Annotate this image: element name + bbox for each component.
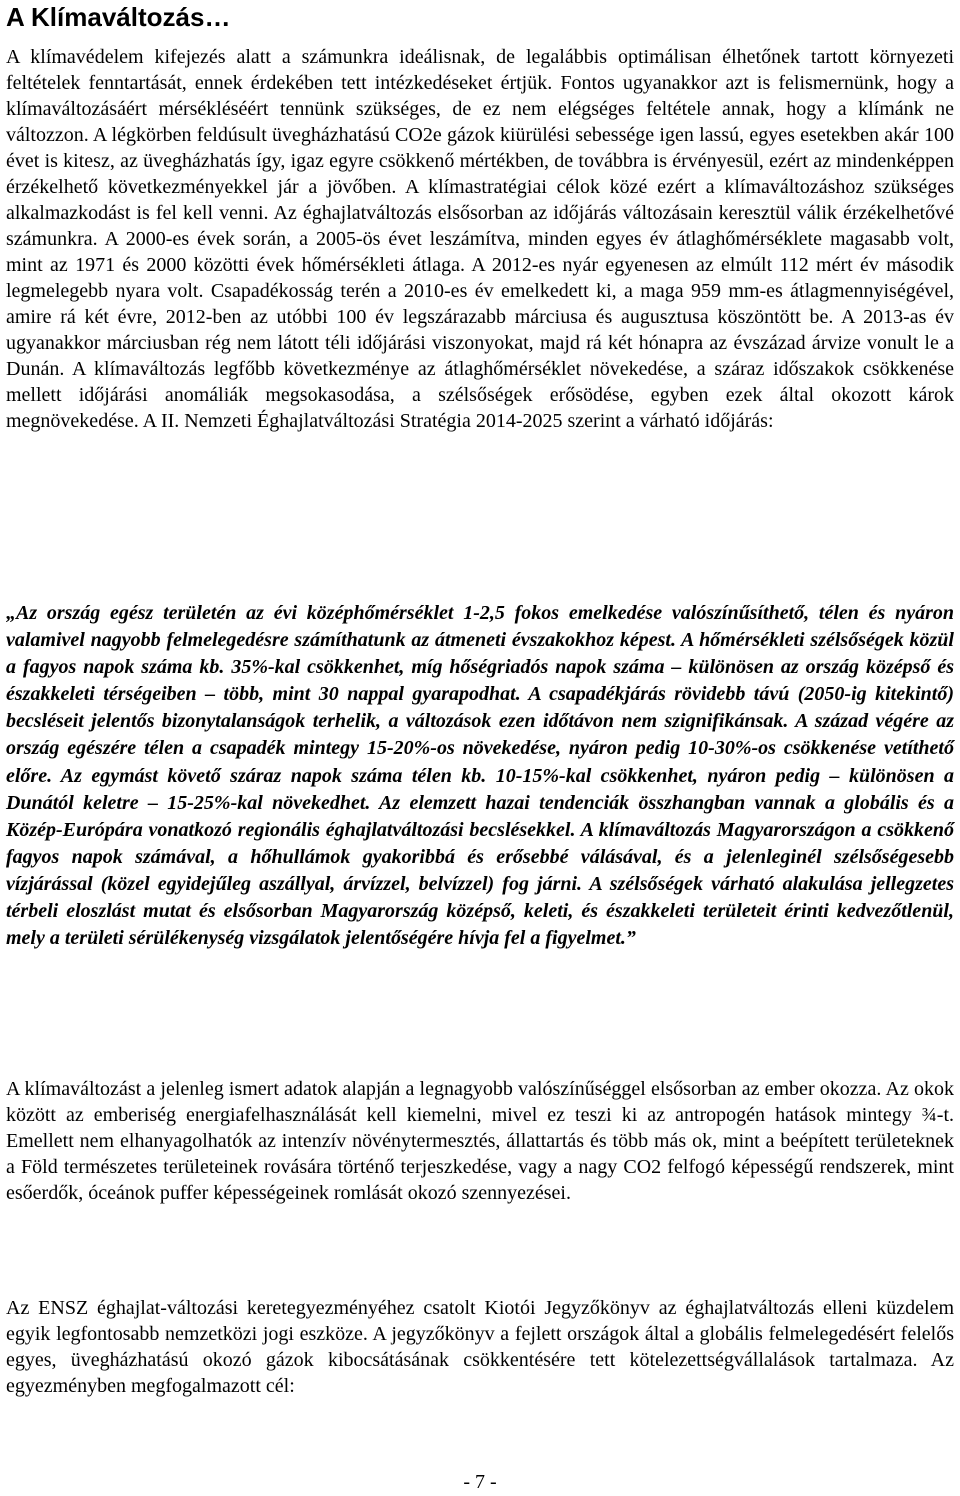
- intro-paragraph: A klímavédelem kifejezés alatt a számunkra ideálisnak, de legalábbis optimálisan élhetőnek tartott környezeti feltételek fenntartását, ennek érdekében tett intézkedéseket értjük. Fontos ugyanakkor azt is felismernünk, hogy a klímaváltozásáért mérsékléséért tennünk szükséges, de ez nem elégséges feltétele annak, hogy a klímánk ne változzon. A légkörben feldúsult üvegházhatású CO2e gázok kiürülési sebessége igen lassú, egyes esetekben akár 100 évet is kitesz, az üvegházhatás így, igaz egyre csökkenő mértékben, de továbbra is érvényesül, ezért az mindenképpen érzékelhető következményekkel jár a jövőben. A klímastratégiai célok közé ezért a klímaváltozáshoz szükséges alkalmazkodást is fel kell venni. Az éghajlatváltozás elsősorban az időjárás változásain keresztül válik érzékelhetővé számunkra. A 2000-es évek során, a 2005-ös évet leszámítva, minden egyes év átlaghőmérséklete magasabb volt, mint az 1971 és 2000 közötti évek hőmérsékleti átlaga. A 2012-es nyár egyenesen az elmúlt 112 mért év második legmelegebb nyara volt. Csapadékosság terén a 2010-es év emelkedett ki, a maga 959 mm-es átlagmennyiségével, amire rá két évre, 2012-ben az utóbbi 100 év legszárazabb márciusa és augusztusa köszöntött be. A 2013-as év ugyanakkor márciusban rég nem látott téli időjárási viszonyokat, majd rá két hónapra az évszázad árvize vonult le a Dunán. A klímaváltozás legfőbb következménye az átlaghőmérséklet növekedése, a száraz időszakok csökkenése mellett időjárási anomáliák megsokasodása, a szélsőségek erősödése, egyben ezek által okozott károk megnövekedése. A II. Nemzeti Éghajlatváltozási Stratégia 2014-2025 szerint a várható időjárás:: [6, 46, 954, 432]
- page-number: - 7 -: [463, 1471, 497, 1493]
- kyoto-paragraph: Az ENSZ éghajlat-változási keretegyezményéhez csatolt Kiotói Jegyzőkönyv az éghajlatváltozás elleni küzdelem egyik legfontosabb nemzetközi jogi eszköze. A jegyzőkönyv a fejlett országok által a globális felmelegedésért felelős egyes, üvegházhatású okozó gázok kibocsátásának csökkentésére tett kötelezettségvállalások tartalmaza. Az egyezményben megfogalmazott cél:: [6, 1297, 954, 1397]
- causes-paragraph: A klímaváltozást a jelenleg ismert adatok alapján a legnagyobb valószínűséggel elsősorban az ember okozza. Az okok között az emberiség energiafelhasználását kell kiemelni, mivel ez teszi ki az antropogén hatások mintegy ¾-t. Emellett nem elhanyagolhatók az intenzív növénytermesztés, állattartás és több más ok, mint a beépített területeknek a Föld természetes területeinek rovására történő terjeszkedése, vagy a nagy CO2 felfogó képességű rendszerek, mint esőerdők, óceánok puffer képességeinek romlását okozó szennyezései.: [6, 1078, 954, 1204]
- document-title: A Klímaváltozás…: [6, 2, 231, 32]
- strategy-quote-paragraph: „Az ország egész területén az évi középhőmérséklet 1-2,5 fokos emelkedése valószínűsíthető, télen és nyáron valamivel nagyobb felmelegedésre számíthatunk az átmeneti évszakokhoz képest. A hőmérsékleti szélsőségek közül a fagyos napok száma kb. 35%-kal csökkenhet, míg hőségriadós napok száma – különösen az ország középső és északkeleti térségeiben – több, mint 30 nappal gyarapodhat. A csapadékjárás rövidebb távú (2050-ig kitekintő) becsléseit jelentős bizonytalanságok terhelik, a változások ezen időtávon nem szignifikánsak. A század végére az ország egészére télen a csapadék mintegy 15-20%-os növekedése, nyáron pedig 10-30%-os csökkenése vetíthető előre. Az egymást követő száraz napok száma télen kb. 10-15%-kal csökkenhet, nyáron pedig – különösen a Dunától keletre – 15-25%-kal növekedhet. Az elemzett hazai tendenciák összhangban vannak a globális és a Közép-Európára vonatkozó regionális éghajlatváltozási becslésekkel. A klímaváltozás Magyarországon a csökkenő fagyos napok számával, a hőhullámok gyakoribbá és erősebbé válásával, és a jelenleginél szélsőségesebb vízjárással (közel egyidejűleg aszállyal, árvízzel, belvízzel) fog járni. A szélsőségek várható alakulása jellegzetes térbeli eloszlást mutat és elsősorban Magyarország középső, keleti, és északkeleti területeit érinti kedvezőtlenül, mely a területi sérülékenység vizsgálatok jelentőségére hívja fel a figyelmet.”: [6, 602, 954, 950]
